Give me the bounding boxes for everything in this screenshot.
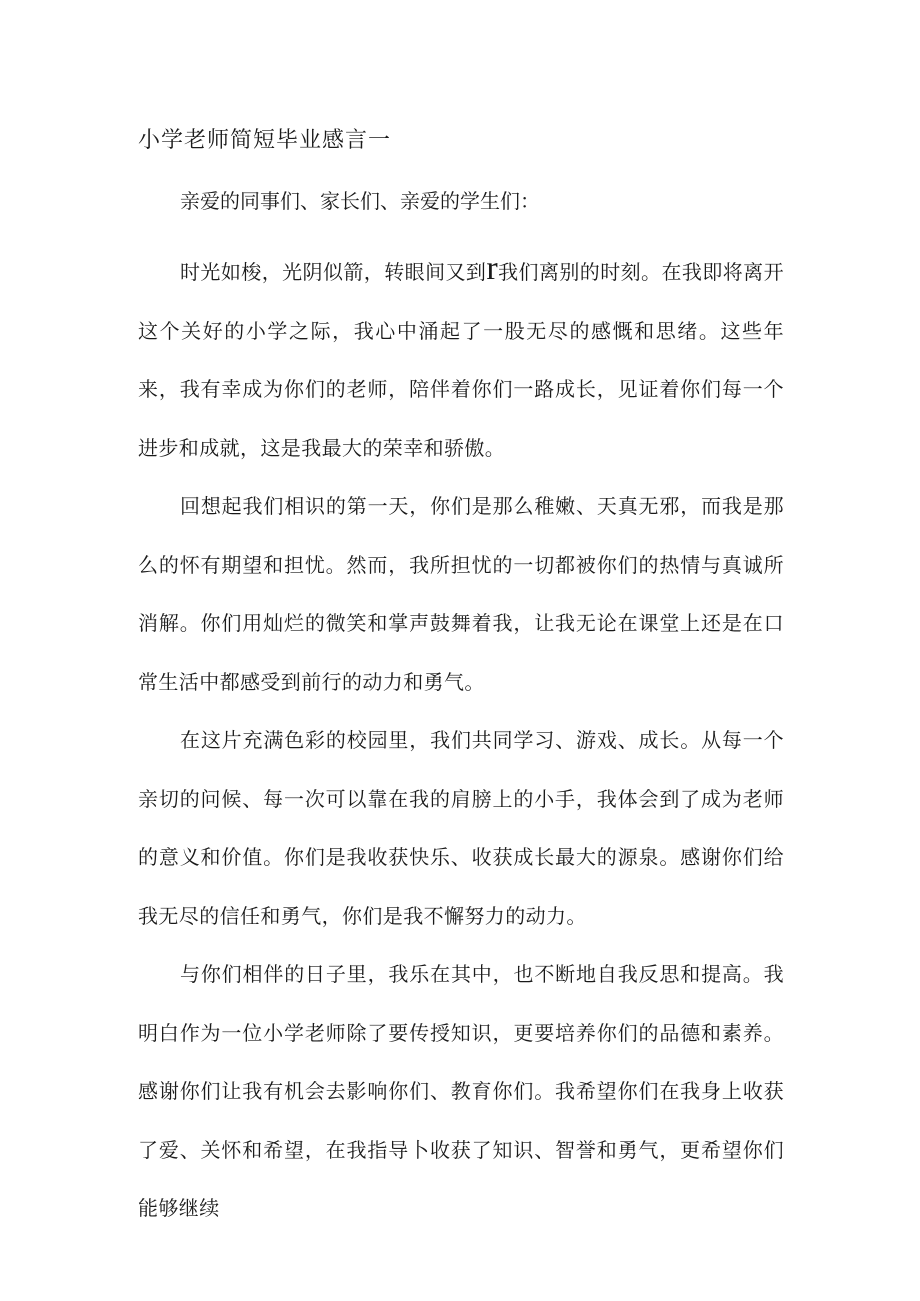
paragraph-2: 回想起我们相识的第一天，你们是那么稚嫩、天真无邪，而我是那么的怀有期望和担忧。然而，我所担忧的一切都被你们的热情与真诚所消解。你们用灿烂的微笑和掌声鼓舞着我，让我无论在课堂上还是在口常生活中都感受到前行的动力和勇气。 [138,494,784,694]
salutation: 亲爱的同事们、家长们、亲爱的学生们： [180,189,540,213]
stray-character: r [486,250,499,287]
paragraph-1 [138,243,784,477]
paragraph-1-text-a: 时光如梭，光阴似箭，转眼间又到 [180,260,487,284]
paragraph-3: 在这片充满色彩的校园里，我们共同学习、游戏、成长。从每一个亲切的问候、每一次可以靠在我的肩膀上的小手，我体会到了成为老师的意义和价值。你们是我收获快乐、收获成长最大的源泉。感谢你们给我无尽的信任和勇气，你们是我不懈努力的动力。 [138,728,784,928]
document-body [138,243,784,1238]
document-title: 小学老师简短毕业感言一 [138,128,392,153]
paragraph-4: 与你们相伴的日子里，我乐在其中，也不断地自我反思和提高。我明白作为一位小学老师除了要传授知识，更要培养你们的品德和素养。感谢你们让我有机会去影响你们、教育你们。我希望你们在我身上收获了爱、关怀和希望，在我指导卜收获了知识、智誉和勇气，更希望你们能够继续 [138,962,784,1220]
paragraph-1-text-b: 我们离别的时刻。在我即将离开这个关好的小学之际，我心中涌起了一股无尽的感慨和思绪。这些年来，我有幸成为你们的老师，陪伴着你们一路成长，见证着你们每一个进步和成就，这是我最大的荣幸和骄傲。 [138,260,784,460]
